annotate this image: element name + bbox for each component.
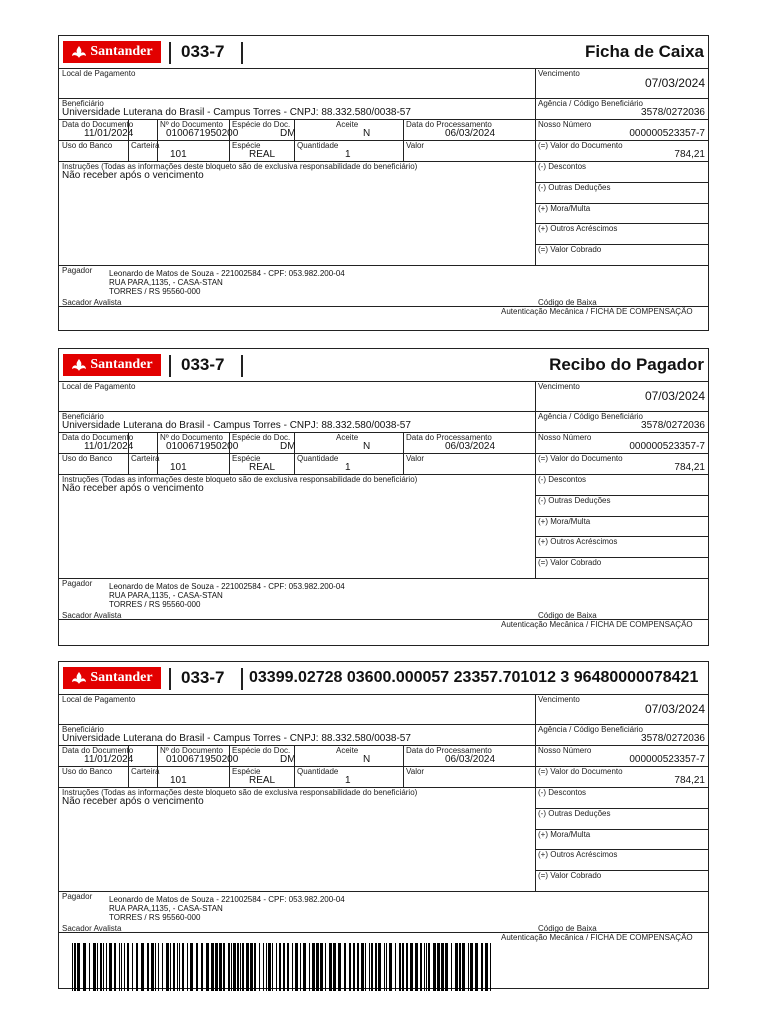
value-agencia: 3578/0272036 bbox=[641, 107, 705, 118]
label-descontos: (-) Descontos bbox=[538, 475, 587, 484]
label-sacador: Sacador Avalista bbox=[62, 298, 122, 307]
value-vencimento: 07/03/2024 bbox=[644, 389, 705, 403]
value-data-documento: 11/01/2024 bbox=[84, 441, 134, 452]
label-numero-documento: Nº do Documento bbox=[160, 120, 223, 129]
label-data-documento: Data do Documento bbox=[62, 433, 134, 442]
flame-icon bbox=[71, 671, 87, 685]
value-vencimento: 07/03/2024 bbox=[644, 702, 705, 716]
value-pagador-endereco: RUA PARA,1135, - CASA-STAN bbox=[109, 591, 223, 600]
value-pagador-nome: Leonardo de Matos de Souza - 221002584 - CPF: 053.982.200-04 bbox=[109, 269, 345, 278]
label-quantidade: Quantidade bbox=[297, 454, 339, 463]
label-instrucoes: Instruções (Todas as informações deste bloqueto são de exclusiva responsabilidade do beneficiário) bbox=[62, 162, 418, 171]
label-outros-acrescimos: (+) Outros Acréscimos bbox=[538, 537, 618, 546]
label-pagador: Pagador bbox=[62, 266, 93, 275]
value-quantidade: 1 bbox=[345, 462, 351, 473]
boleto-slip-1 bbox=[58, 35, 709, 331]
value-numero-documento: 0100671950200 bbox=[166, 754, 239, 765]
label-mora-multa: (+) Mora/Multa bbox=[538, 830, 591, 839]
value-instrucao: Não receber após o vencimento bbox=[62, 483, 204, 494]
label-agencia: Agência / Código Beneficiário bbox=[538, 99, 643, 108]
label-local-pagamento: Local de Pagamento bbox=[62, 695, 136, 704]
label-outras-deducoes: (-) Outras Deduções bbox=[538, 183, 611, 192]
value-aceite: N bbox=[363, 754, 371, 765]
label-valor-cobrado: (=) Valor Cobrado bbox=[538, 245, 602, 254]
value-pagador-endereco: RUA PARA,1135, - CASA-STAN bbox=[109, 278, 223, 287]
label-instrucoes: Instruções (Todas as informações deste bloqueto são de exclusiva responsabilidade do beneficiário) bbox=[62, 788, 418, 797]
value-especie: REAL bbox=[249, 775, 276, 786]
label-data-documento: Data do Documento bbox=[62, 120, 134, 129]
value-numero-documento: 0100671950200 bbox=[166, 128, 239, 139]
label-beneficiario: Beneficiário bbox=[62, 99, 104, 108]
label-local-pagamento: Local de Pagamento bbox=[62, 382, 136, 391]
label-especie: Espécie bbox=[232, 141, 261, 150]
label-carteira: Carteira bbox=[131, 767, 160, 776]
label-pagador: Pagador bbox=[62, 579, 93, 588]
divider bbox=[241, 355, 243, 377]
label-aceite: Aceite bbox=[336, 433, 359, 442]
value-beneficiario: Universidade Luterana do Brasil - Campus Torres - CNPJ: 88.332.580/0038-57 bbox=[62, 107, 411, 118]
value-numero-documento: 0100671950200 bbox=[166, 441, 239, 452]
label-instrucoes: Instruções (Todas as informações deste bloqueto são de exclusiva responsabilidade do beneficiário) bbox=[62, 475, 418, 484]
value-valor-documento: 784,21 bbox=[674, 775, 705, 786]
label-valor-documento: (=) Valor do Documento bbox=[538, 767, 623, 776]
label-nosso-numero: Nosso Número bbox=[538, 120, 592, 129]
brand-name: Santander bbox=[90, 670, 153, 685]
label-descontos: (-) Descontos bbox=[538, 162, 587, 171]
boleto-slip-3 bbox=[58, 661, 709, 989]
slip-header bbox=[59, 36, 708, 69]
value-agencia: 3578/0272036 bbox=[641, 733, 705, 744]
divider bbox=[241, 42, 243, 64]
barcode bbox=[72, 943, 493, 991]
value-data-processamento: 06/03/2024 bbox=[445, 754, 496, 765]
label-agencia: Agência / Código Beneficiário bbox=[538, 412, 643, 421]
flame-icon bbox=[71, 358, 87, 372]
label-codigo-baixa: Código de Baixa bbox=[538, 298, 597, 307]
value-nosso-numero: 000000523357-7 bbox=[629, 441, 705, 452]
bank-code: 033-7 bbox=[181, 42, 225, 61]
value-pagador-cidade: TORRES / RS 95560-000 bbox=[109, 600, 201, 609]
label-nosso-numero: Nosso Número bbox=[538, 433, 592, 442]
label-valor-documento: (=) Valor do Documento bbox=[538, 454, 623, 463]
label-autenticacao: Autenticação Mecânica / FICHA DE COMPENSAÇÃO bbox=[501, 933, 693, 942]
label-aceite: Aceite bbox=[336, 120, 359, 129]
label-mora-multa: (+) Mora/Multa bbox=[538, 204, 591, 213]
label-valor: Valor bbox=[406, 454, 425, 463]
label-codigo-baixa: Código de Baixa bbox=[538, 924, 597, 933]
value-valor-documento: 784,21 bbox=[674, 149, 705, 160]
value-instrucao: Não receber após o vencimento bbox=[62, 170, 204, 181]
label-codigo-baixa: Código de Baixa bbox=[538, 611, 597, 620]
label-descontos: (-) Descontos bbox=[538, 788, 587, 797]
bank-code: 033-7 bbox=[181, 668, 225, 687]
label-outras-deducoes: (-) Outras Deduções bbox=[538, 809, 611, 818]
label-data-processamento: Data do Processamento bbox=[406, 433, 492, 442]
label-outros-acrescimos: (+) Outros Acréscimos bbox=[538, 224, 618, 233]
value-instrucao: Não receber após o vencimento bbox=[62, 796, 204, 807]
label-carteira: Carteira bbox=[131, 454, 160, 463]
label-uso-banco: Uso do Banco bbox=[62, 767, 113, 776]
label-especie-doc: Espécie do Doc. bbox=[232, 120, 291, 129]
flame-icon bbox=[71, 45, 87, 59]
value-especie-doc: DM bbox=[280, 441, 296, 452]
value-data-processamento: 06/03/2024 bbox=[445, 441, 496, 452]
value-especie-doc: DM bbox=[280, 128, 296, 139]
slip-header bbox=[59, 349, 708, 382]
value-agencia: 3578/0272036 bbox=[641, 420, 705, 431]
label-valor-cobrado: (=) Valor Cobrado bbox=[538, 871, 602, 880]
divider bbox=[169, 355, 171, 377]
value-especie: REAL bbox=[249, 462, 276, 473]
value-valor-documento: 784,21 bbox=[674, 462, 705, 473]
divider bbox=[169, 42, 171, 64]
label-quantidade: Quantidade bbox=[297, 767, 339, 776]
slip-header bbox=[59, 662, 708, 695]
label-beneficiario: Beneficiário bbox=[62, 412, 104, 421]
label-aceite: Aceite bbox=[336, 746, 359, 755]
label-valor-documento: (=) Valor do Documento bbox=[538, 141, 623, 150]
label-vencimento: Vencimento bbox=[538, 69, 580, 78]
label-data-documento: Data do Documento bbox=[62, 746, 134, 755]
value-pagador-nome: Leonardo de Matos de Souza - 221002584 - CPF: 053.982.200-04 bbox=[109, 895, 345, 904]
divider bbox=[169, 668, 171, 690]
label-especie-doc: Espécie do Doc. bbox=[232, 746, 291, 755]
value-aceite: N bbox=[363, 128, 371, 139]
value-especie-doc: DM bbox=[280, 754, 296, 765]
slip-title: Ficha de Caixa bbox=[584, 42, 704, 61]
brand-name: Santander bbox=[90, 44, 153, 59]
value-pagador-nome: Leonardo de Matos de Souza - 221002584 - CPF: 053.982.200-04 bbox=[109, 582, 345, 591]
value-nosso-numero: 000000523357-7 bbox=[629, 754, 705, 765]
value-quantidade: 1 bbox=[345, 149, 351, 160]
label-uso-banco: Uso do Banco bbox=[62, 141, 113, 150]
label-especie-doc: Espécie do Doc. bbox=[232, 433, 291, 442]
label-numero-documento: Nº do Documento bbox=[160, 433, 223, 442]
label-local-pagamento: Local de Pagamento bbox=[62, 69, 136, 78]
value-data-processamento: 06/03/2024 bbox=[445, 128, 496, 139]
label-data-processamento: Data do Processamento bbox=[406, 746, 492, 755]
value-vencimento: 07/03/2024 bbox=[644, 76, 705, 90]
value-nosso-numero: 000000523357-7 bbox=[629, 128, 705, 139]
boleto-slip-2 bbox=[58, 348, 709, 646]
santander-logo bbox=[63, 667, 161, 689]
value-carteira: 101 bbox=[170, 775, 187, 786]
bank-code: 033-7 bbox=[181, 355, 225, 374]
label-beneficiario: Beneficiário bbox=[62, 725, 104, 734]
brand-name: Santander bbox=[90, 357, 153, 372]
santander-logo bbox=[63, 41, 161, 63]
value-data-documento: 11/01/2024 bbox=[84, 754, 134, 765]
santander-logo bbox=[63, 354, 161, 376]
value-beneficiario: Universidade Luterana do Brasil - Campus Torres - CNPJ: 88.332.580/0038-57 bbox=[62, 733, 411, 744]
value-pagador-cidade: TORRES / RS 95560-000 bbox=[109, 913, 201, 922]
slip-title: Recibo do Pagador bbox=[549, 355, 704, 374]
label-outras-deducoes: (-) Outras Deduções bbox=[538, 496, 611, 505]
value-aceite: N bbox=[363, 441, 371, 452]
value-pagador-cidade: TORRES / RS 95560-000 bbox=[109, 287, 201, 296]
label-especie: Espécie bbox=[232, 767, 261, 776]
label-autenticacao: Autenticação Mecânica / FICHA DE COMPENSAÇÃO bbox=[501, 307, 693, 316]
label-valor-cobrado: (=) Valor Cobrado bbox=[538, 558, 602, 567]
label-agencia: Agência / Código Beneficiário bbox=[538, 725, 643, 734]
label-data-processamento: Data do Processamento bbox=[406, 120, 492, 129]
value-quantidade: 1 bbox=[345, 775, 351, 786]
value-data-documento: 11/01/2024 bbox=[84, 128, 134, 139]
label-autenticacao: Autenticação Mecânica / FICHA DE COMPENSAÇÃO bbox=[501, 620, 693, 629]
label-valor: Valor bbox=[406, 141, 425, 150]
label-mora-multa: (+) Mora/Multa bbox=[538, 517, 591, 526]
label-especie: Espécie bbox=[232, 454, 261, 463]
value-pagador-endereco: RUA PARA,1135, - CASA-STAN bbox=[109, 904, 223, 913]
label-outros-acrescimos: (+) Outros Acréscimos bbox=[538, 850, 618, 859]
label-uso-banco: Uso do Banco bbox=[62, 454, 113, 463]
divider bbox=[241, 668, 243, 690]
label-sacador: Sacador Avalista bbox=[62, 611, 122, 620]
value-especie: REAL bbox=[249, 149, 276, 160]
label-numero-documento: Nº do Documento bbox=[160, 746, 223, 755]
label-sacador: Sacador Avalista bbox=[62, 924, 122, 933]
label-pagador: Pagador bbox=[62, 892, 93, 901]
label-quantidade: Quantidade bbox=[297, 141, 339, 150]
label-vencimento: Vencimento bbox=[538, 382, 580, 391]
label-carteira: Carteira bbox=[131, 141, 160, 150]
digitable-line: 03399.02728 03600.000057 23357.701012 3 96480000078421 bbox=[249, 669, 699, 686]
label-nosso-numero: Nosso Número bbox=[538, 746, 592, 755]
label-valor: Valor bbox=[406, 767, 425, 776]
value-carteira: 101 bbox=[170, 462, 187, 473]
label-vencimento: Vencimento bbox=[538, 695, 580, 704]
value-beneficiario: Universidade Luterana do Brasil - Campus Torres - CNPJ: 88.332.580/0038-57 bbox=[62, 420, 411, 431]
value-carteira: 101 bbox=[170, 149, 187, 160]
